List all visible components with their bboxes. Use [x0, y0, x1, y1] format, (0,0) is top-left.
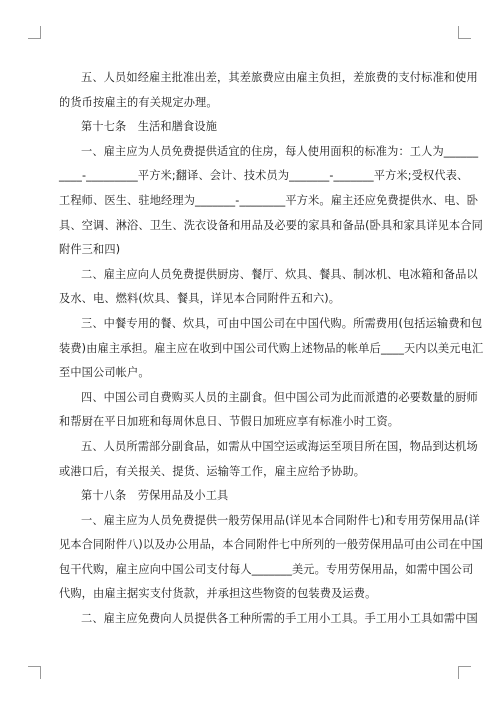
- paragraph-line: 装费)由雇主承担。雇主应在收到中国公司代购上述物品的帐单后____天内以美元电汇: [59, 341, 484, 355]
- paragraph-line: 四、中国公司自费购买人员的主副食。但中国公司为此而派遣的必要数量的厨师: [81, 390, 478, 404]
- section-heading: 第十八条 劳保用品及小工具: [81, 489, 229, 503]
- paragraph-line: ____-_________平方米;翻译、会计、技术员为_______-_______平方米;受权代表、: [59, 169, 469, 183]
- paragraph-line: 和帮厨在平日加班和每周休息日、节假日加班应享有标准小时工资。: [59, 415, 400, 429]
- crop-mark-top-left: [28, 26, 41, 39]
- paragraph-line: 见本合同附件八)以及办公用品，本合同附件七中所列的一般劳保用品可由公司在中国: [59, 538, 484, 552]
- paragraph-line: 二、雇主应向人员免费提供厨房、餐厅、炊具、餐具、制冰机、电冰箱和备品以: [81, 267, 478, 281]
- paragraph-line: 二、雇主应免费向人员提供各工种所需的手工用小工具。手工用小工具如需中国: [81, 612, 478, 626]
- paragraph-line: 五、人员所需部分副食品，如需从中国空运或海运至项目所在国，物品到达机场: [81, 439, 478, 453]
- paragraph-line: 三、中餐专用的餐、炊具，可由中国公司在中国代购。所需费用(包括运输费和包: [81, 316, 483, 330]
- crop-mark-bottom-right: [458, 666, 471, 679]
- paragraph-line: 至中国公司帐户。: [59, 366, 150, 380]
- paragraph-line: 包干代购，雇主应向中国公司支付每人_______美元。专用劳保用品，如需中国公司: [59, 562, 474, 576]
- paragraph-line: 一、雇主应为人员免费提供适宜的住房，每人使用面积的标准为：工人为______: [81, 144, 479, 158]
- section-heading: 第十七条 生活和膳食设施: [81, 120, 218, 134]
- paragraph-line: 五、人员如经雇主批准出差，其差旅费应由雇主负担，差旅费的支付标准和使用: [81, 71, 478, 84]
- paragraph-line: 代购，由雇主据实支付货款，并承担这些物资的包装费及运费。: [59, 587, 377, 601]
- paragraph-line: 及水、电、燃料(炊具、餐具，详见本合同附件五和六)。: [59, 292, 341, 306]
- paragraph-line: 的货币按雇主的有关规定办理。: [59, 95, 218, 109]
- crop-mark-bottom-left: [28, 666, 41, 679]
- paragraph-line: 附件三和四): [59, 243, 121, 257]
- document-body: [59, 66, 484, 632]
- crop-mark-top-right: [458, 26, 471, 39]
- paragraph-line: 一、雇主应为人员免费提供一般劳保用品(详见本合同附件七)和专用劳保用品(详: [81, 513, 481, 527]
- paragraph-line: 工程师、医生、驻地经理为_______-________平方米。雇主还应免费提供水、电、卧: [59, 193, 479, 207]
- paragraph-line: 或港口后，有关报关、提货、运输等工作，雇主应给予协助。: [59, 464, 366, 478]
- paragraph-line: 具、空调、淋浴、卫生、洗衣设备和用品及必要的家具和备品(卧具和家具详见本合同: [59, 218, 484, 232]
